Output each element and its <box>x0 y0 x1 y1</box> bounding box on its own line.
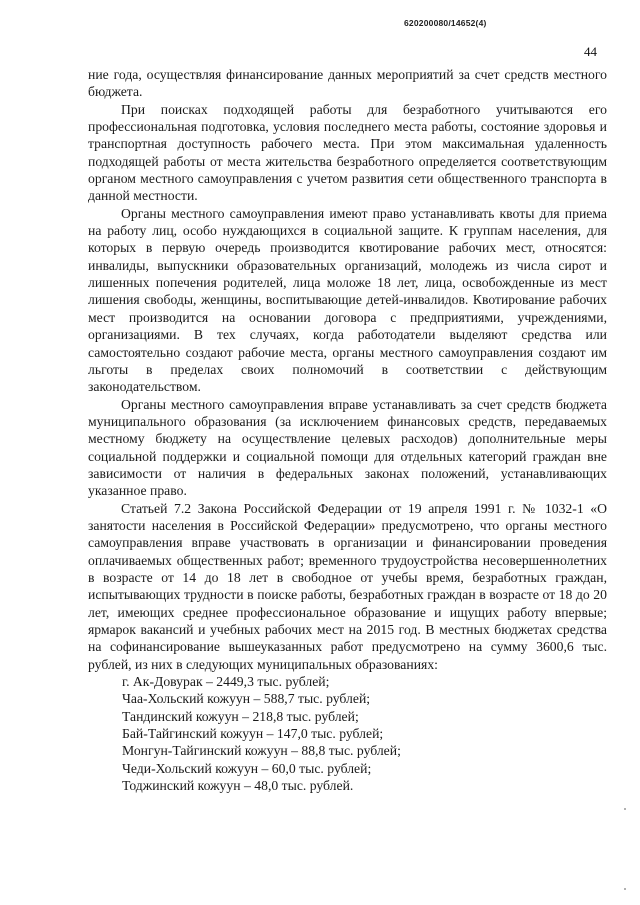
list-item: Тоджинский кожуун – 48,0 тыс. рублей. <box>122 778 354 794</box>
paragraph-quotas: Органы местного самоуправления имеют право устанавливать квоты для приема на работу лиц, особо нуждающихся в социальной защите. К группам населения, для которых в первую очередь производится квотирование рабочих мест, относятся: инвалиды, выпускники образовательных организаций, молодежь из числа сирот и лишенных попечения родителей, лица моложе 18 лет, лица, освобожденные из мест лишения свободы, женщины, воспитывающие детей-инвалидов. Квотирование рабочих мест производится на основании договора с предприятиями, учреждениями, организациями. В тех случаях, когда работодатели выделяют средства или самостоятельно создают рабочие места, органы местного самоуправления создают им льготы в пределах своих полномочий в соответствии с действующим законодательством. <box>88 205 607 395</box>
paragraph-job-search: При поисках подходящей работы для безработного учитываются его профессиональная подготовка, условия последнего места работы, состояние здоровья и транспортная доступность рабочего места. При этом максимальная удаленность подходящей работы от места жительства безработного определяется соответствующим органом местного самоуправления с учетом развития сети общественного транспорта в данной местности. <box>88 101 607 204</box>
municipality-list <box>88 673 607 794</box>
list-item: Бай-Тайгинский кожуун – 147,0 тыс. рублей; <box>122 726 384 742</box>
page-number: 44 <box>584 44 597 59</box>
list-item: г. Ак-Довурак – 2449,3 тыс. рублей; <box>122 674 330 690</box>
document-code: 620200080/14652(4) <box>404 18 487 28</box>
list-item: Монгун-Тайгинский кожуун – 88,8 тыс. рублей; <box>122 743 401 759</box>
paragraph-article-7-2: Статьей 7.2 Закона Российской Федерации от 19 апреля 1991 г. № 1032-1 «О занятости населения в Российской Федерации» предусмотрено, что органы местного самоуправления вправе участвовать в организации и финансировании проведения оплачиваемых общественных работ; временного трудоустройства несовершеннолетних в возрасте от 14 до 18 лет в свободное от учебы время, безработных граждан, испытывающих трудности в поиске работы, безработных граждан в возрасте от 18 до 20 лет, имеющих среднее профессиональное образование и ищущих работу впервые; ярмарок вакансий и учебных рабочих мест на 2015 год. В местных бюджетах средства на софинансирование вышеуказанных работ предусмотрено на сумму 3600,6 тыс. рублей, из них в следующих муниципальных образованиях: <box>88 500 607 672</box>
list-item: Тандинский кожуун – 218,8 тыс. рублей; <box>122 708 359 724</box>
list-item: Чаа-Хольский кожуун – 588,7 тыс. рублей; <box>122 691 371 707</box>
scan-speck <box>624 888 626 890</box>
list-item: Чеди-Хольский кожуун – 60,0 тыс. рублей; <box>122 760 372 776</box>
paragraph-social-support: Органы местного самоуправления вправе устанавливать за счет средств бюджета муниципального образования (за исключением финансовых средств, передаваемых местному бюджету на осуществление целевых расходов) дополнительные меры социальной поддержки и социальной помощи для отдельных категорий граждан вне зависимости от наличия в федеральных законах положений, устанавливающих указанное право. <box>88 396 607 499</box>
paragraph-continuation: ние года, осуществляя финансирование данных мероприятий за счет средств местного бюджета. <box>88 67 607 100</box>
document-body <box>88 66 607 794</box>
scan-speck <box>624 808 626 810</box>
